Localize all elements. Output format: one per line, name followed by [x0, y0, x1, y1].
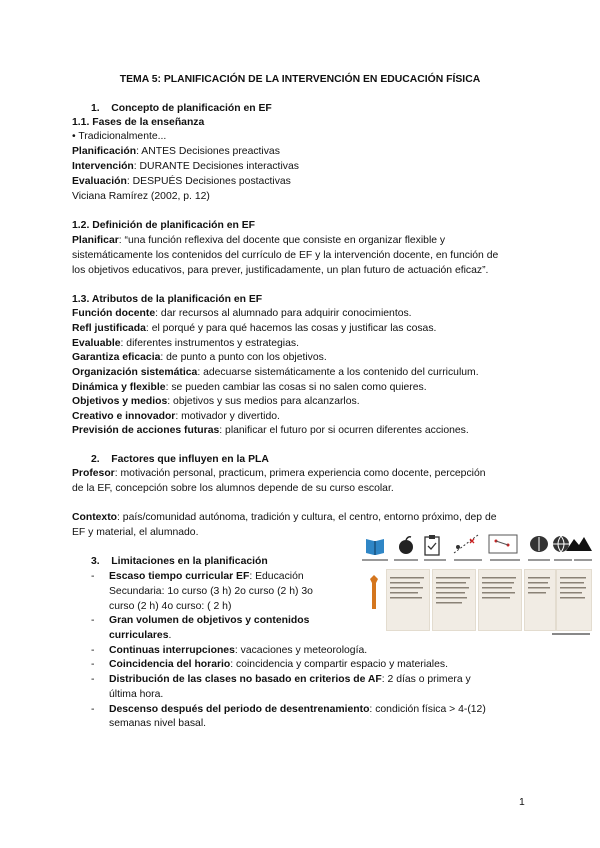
definition-line: sistemáticamente los contenidos del currículo de EF y la intervención docente, en función de: [72, 250, 499, 261]
mountain-icon: [566, 533, 592, 555]
contexto-line: Contexto: país/comunidad autónoma, tradición y cultura, el centro, entorno próximo, dep de: [72, 512, 497, 523]
attribute-row: Creativo e innovador: motivador y divertido.: [72, 411, 280, 422]
list-item-cont: curso (2 h) 4o curso: ( 2 h): [109, 601, 232, 612]
phase-row: Evaluación: DESPUÉS Decisiones postactivas: [72, 176, 291, 187]
list-item-cont: semanas nivel basal.: [109, 718, 207, 729]
phase-row: Intervención: DURANTE Decisiones interactivas: [72, 161, 299, 172]
attribute-row: Organización sistemática: adecuarse sistemáticamente a los contenido del curriculum.: [72, 367, 479, 378]
attribute-row: Función docente: dar recursos al alumnado para adquirir conocimientos.: [72, 308, 412, 319]
list-dash: -: [91, 571, 95, 582]
attribute-row: Dinámica y flexible: se pueden cambiar las cosas si no salen como quieres.: [72, 382, 427, 393]
list-item: Gran volumen de objetivos y contenidos: [109, 615, 310, 626]
document-title: TEMA 5: PLANIFICACIÓN DE LA INTERVENCIÓN EN EDUCACIÓN FÍSICA: [119, 74, 481, 85]
list-item-cont: última hora.: [109, 689, 164, 700]
infographic-figure: [360, 529, 592, 639]
list-dash: -: [91, 659, 95, 670]
list-item: Coincidencia del horario: coincidencia y compartir espacio y materiales.: [109, 659, 448, 670]
phase-row: Planificación: ANTES Decisiones preactivas: [72, 146, 280, 157]
wrench-icon: [366, 573, 382, 616]
section-3-heading: 3. Limitaciones en la planificación: [91, 556, 268, 567]
profesor-line: de la EF, concepción sobre los alumnos depende de su curso escolar.: [72, 483, 394, 494]
profesor-line: Profesor: motivación personal, practicum, primera experiencia como docente, percepción: [72, 468, 486, 479]
section-2-heading: 2. Factores que influyen en la PLA: [91, 454, 269, 465]
clipboard-icon: [422, 534, 444, 556]
pinboard-icon: [488, 533, 518, 555]
list-item-cont: curriculares.: [109, 630, 172, 641]
figure-credit: [552, 631, 592, 637]
citation: Viciana Ramírez (2002, p. 12): [72, 191, 210, 202]
icon-caption: [362, 557, 592, 567]
attribute-row: Refl justificada: el porqué y para qué hacemos las cosas y justificar las cosas.: [72, 323, 437, 334]
bullet-text: • Tradicionalmente...: [72, 131, 167, 142]
definition-line: Planificar: “una función reflexiva del docente que consiste en organizar flexible y: [72, 235, 446, 246]
subsection-1-2-heading: 1.2. Definición de planificación en EF: [72, 220, 256, 231]
list-item: Distribución de las clases no basado en criterios de AF: 2 días o primera y: [109, 674, 471, 685]
list-item-cont: Secundaria: 1o curso (3 h) 2o curso (2 h) 3o: [109, 586, 313, 597]
page-number: 1: [519, 797, 525, 808]
panel-text-lines: [386, 573, 592, 627]
strategy-icon: [452, 533, 480, 555]
section-1-title: Concepto de planificación en EF: [111, 103, 272, 114]
book-icon: [364, 535, 386, 557]
subsection-1-3-heading: 1.3. Atributos de la planificación en EF: [72, 294, 263, 305]
attribute-row: Evaluable: diferentes instrumentos y estrategias.: [72, 338, 299, 349]
list-dash: -: [91, 704, 95, 715]
apple-icon: [396, 535, 418, 557]
section-1-heading: [91, 102, 272, 116]
brain-icon: [528, 533, 550, 555]
definition-line: los objetivos educativos, para prever, justificadamente, un plan futuro de actuación eficaz”.: [72, 265, 489, 276]
subsection-1-1-heading: 1.1. Fases de la enseñanza: [72, 117, 205, 128]
list-item: Escaso tiempo curricular EF: Educación: [109, 571, 304, 582]
contexto-line: EF y material, el alumnado.: [72, 527, 199, 538]
list-item: Continuas interrupciones: vacaciones y meteorología.: [109, 645, 368, 656]
list-dash: -: [91, 645, 95, 656]
attribute-row: Previsión de acciones futuras: planificar el futuro por si ocurren diferentes acciones.: [72, 425, 469, 436]
attribute-row: Garantiza eficacia: de punto a punto con los objetivos.: [72, 352, 327, 363]
list-item: Descenso después del periodo de desentrenamiento: condición física > 4-(12): [109, 704, 486, 715]
list-dash: -: [91, 615, 95, 626]
attribute-row: Objetivos y medios: objetivos y sus medios para alcanzarlos.: [72, 396, 360, 407]
list-dash: -: [91, 674, 95, 685]
section-1-number: 1.: [91, 103, 100, 114]
